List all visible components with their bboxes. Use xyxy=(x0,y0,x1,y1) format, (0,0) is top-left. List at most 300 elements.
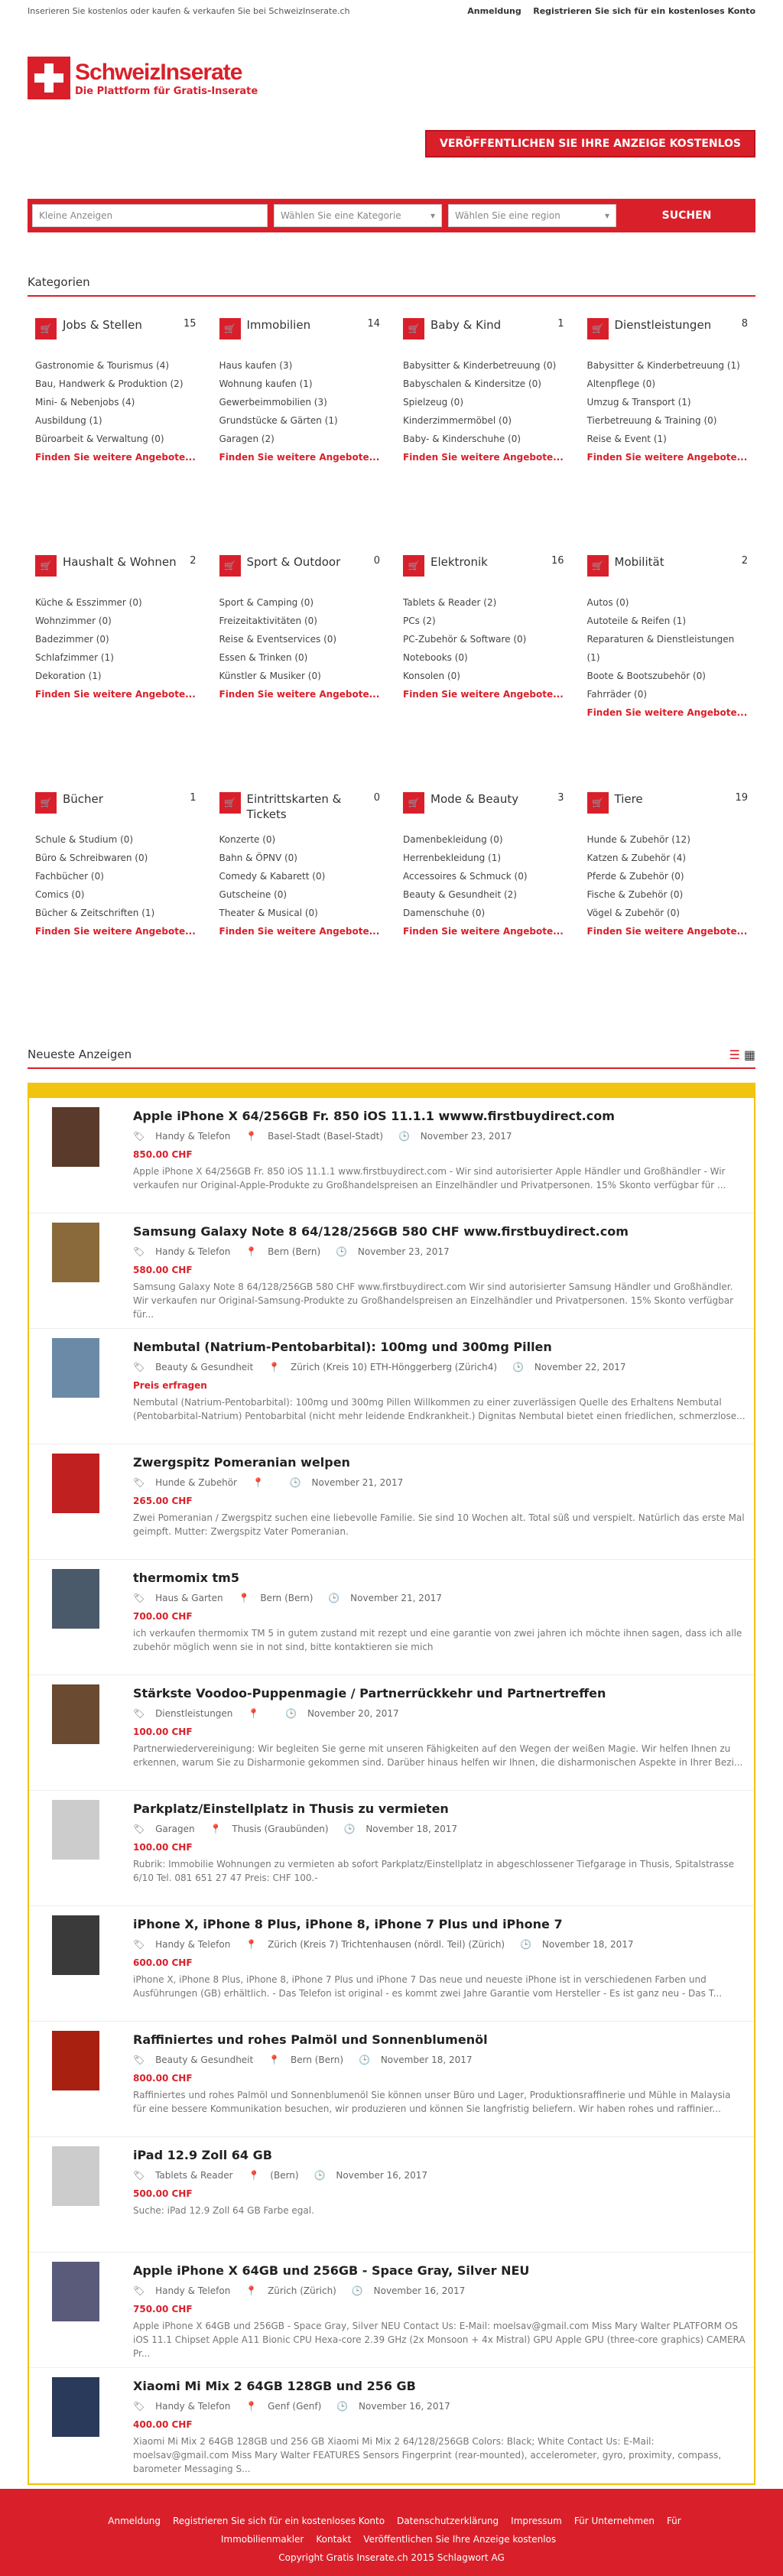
ad-description: Raffiniertes und rohes Palmöl und Sonnenblumenöl Sie können unser Büro und Lager, Produktionsraffinerie und Mühle in Malaysia für eine bessere Kommunikation besuchen, wir produzieren und können Sie langfristig beliefern. Wir haben rohes und raffinier... xyxy=(133,2090,731,2114)
ad-item[interactable] xyxy=(29,2253,754,2368)
subcategory-link[interactable]: Kinderzimmermöbel (0) xyxy=(403,415,512,426)
ad-date xyxy=(359,2055,479,2065)
location-pin-icon: 📍 xyxy=(248,2170,263,2181)
category-header[interactable] xyxy=(587,792,749,830)
ad-description: Partnerwiedervereinigung: Wir begleiten Sie gerne mit unseren Fähigkeiten auf den Wegen der weißen Magie. Wir helfen Ihnen zu erkennen, warum Sie zu Disharmonie gekommen sind. Darüber hinaus helfen wir Ihnen, die disharmonischen Aspekte in Ihrer Bezi... xyxy=(133,1743,743,1768)
ad-list xyxy=(28,1083,755,2485)
ad-title[interactable]: Nembutal (Natrium-Pentobarbital): 100mg und 300mg Pillen xyxy=(133,1340,552,1354)
subcategory-link[interactable]: Spielzeug (0) xyxy=(403,397,464,408)
subcategory-link[interactable]: Reparaturen & Dienstleistungen (1) xyxy=(586,634,735,663)
footer-link[interactable]: Für Unternehmen xyxy=(573,2516,655,2526)
subcategory-link[interactable]: Tablets & Reader (2) xyxy=(403,597,497,608)
subcategory-link[interactable]: Autoteile & Reifen (1) xyxy=(586,616,687,626)
ad-thumbnail[interactable] xyxy=(52,2031,99,2090)
cart-icon: 🛒 xyxy=(219,318,241,339)
ad-price: 850.00 CHF xyxy=(133,1149,193,1160)
ad-price: 600.00 CHF xyxy=(133,1957,193,1968)
category-header[interactable] xyxy=(219,555,381,593)
ad-item[interactable] xyxy=(29,1560,754,1675)
tag-icon: 🏷 xyxy=(133,1477,148,1488)
ad-description: Zwei Pomeranian / Zwergspitz suchen eine liebevolle Familie. Sie sind 10 Wochen alt. Total süß und verspielt. Natürlich das erste Mal geimpft. Mutter: Zwergspitz Vater Pomeranian. xyxy=(133,1512,745,1537)
subcategory-link[interactable]: Gutscheine (0) xyxy=(219,889,288,900)
footer-link[interactable]: Anmeldung xyxy=(108,2516,161,2526)
ad-price: 500.00 CHF xyxy=(133,2188,193,2199)
ad-title[interactable]: Apple iPhone X 64/256GB Fr. 850 iOS 11.1.1 wwww.firstbuydirect.com xyxy=(133,1109,615,1123)
ad-date xyxy=(285,1708,406,1719)
ad-thumbnail[interactable] xyxy=(52,1223,99,1282)
category-card xyxy=(28,792,204,1029)
category-title[interactable]: Mode & Beauty xyxy=(430,792,519,806)
category-title[interactable]: Eintrittskarten & Tickets xyxy=(246,792,342,821)
ad-location xyxy=(252,1477,282,1488)
ad-description: Suche: iPad 12.9 Zoll 64 GB Farbe egal. xyxy=(133,2205,314,2216)
location-pin-icon: 📍 xyxy=(245,2285,261,2296)
subcategory-link[interactable]: Gewerbeimmobilien (3) xyxy=(219,397,327,408)
ad-title[interactable]: iPhone X, iPhone 8 Plus, iPhone 8, iPhone 7 Plus und iPhone 7 xyxy=(133,1917,563,1931)
category-count: 1 xyxy=(557,318,564,330)
ad-date xyxy=(398,1131,519,1142)
ad-item[interactable] xyxy=(29,1444,754,1560)
ad-location xyxy=(248,1708,278,1719)
ad-category-label: Handy & Telefon xyxy=(155,1939,231,1950)
subcategory-link[interactable]: Beauty & Gesundheit (2) xyxy=(403,889,517,900)
header xyxy=(28,21,755,113)
search-bar xyxy=(28,199,755,232)
cart-icon: 🛒 xyxy=(403,555,424,577)
more-offers-link[interactable]: Finden Sie weitere Angebote... xyxy=(403,452,564,463)
category-count: 8 xyxy=(741,318,748,330)
subcategory-link[interactable]: Schule & Studium (0) xyxy=(35,834,134,845)
subcategory-link[interactable]: Boote & Bootszubehör (0) xyxy=(586,671,706,681)
subcategory-link[interactable]: Bücher & Zeitschriften (1) xyxy=(35,908,155,918)
category-title[interactable]: Elektronik xyxy=(430,555,488,569)
ad-location-label: (Bern) xyxy=(270,2170,299,2181)
subcategory-link[interactable]: Bahn & ÖPNV (0) xyxy=(219,853,297,863)
ad-description: Rubrik: Immobilie Wohnungen zu vermieten ab sofort Parkplatz/Einstellplatz in abgeschlossener Tiefgarage in Thusis, Spitalstrasse 6/10 Tel. 081 651 27 47 Preis: CHF 100.- xyxy=(133,1859,734,1883)
ad-date-label: November 21, 2017 xyxy=(311,1477,404,1488)
ad-title[interactable]: Zwergspitz Pomeranian welpen xyxy=(133,1455,350,1470)
footer-link[interactable]: Kontakt xyxy=(316,2534,352,2545)
ad-meta xyxy=(133,1593,746,1603)
subcategory-link[interactable]: Fahrräder (0) xyxy=(586,689,648,700)
subcategory-link[interactable]: Essen & Trinken (0) xyxy=(219,652,308,663)
subcategory-link[interactable]: Babysitter & Kinderbetreuung (0) xyxy=(403,360,557,371)
ad-date-label: November 18, 2017 xyxy=(380,2055,473,2065)
ad-content xyxy=(133,2031,746,2127)
ad-price: 580.00 CHF xyxy=(133,1265,193,1275)
ad-title[interactable]: Apple iPhone X 64GB und 256GB - Space Gray, Silver NEU xyxy=(133,2263,530,2278)
subcategory-link[interactable]: Tierbetreuung & Training (0) xyxy=(586,415,717,426)
ad-location xyxy=(210,1824,336,1834)
ad-title[interactable]: Parkplatz/Einstellplatz in Thusis zu vermieten xyxy=(133,1801,449,1816)
ad-category-label: Beauty & Gesundheit xyxy=(155,1362,254,1372)
subcategory-link[interactable]: Altenpflege (0) xyxy=(586,378,656,389)
ad-title[interactable]: Raffiniertes und rohes Palmöl und Sonnenblumenöl xyxy=(133,2032,488,2047)
ad-category[interactable] xyxy=(133,1939,238,1950)
tag-icon: 🏷 xyxy=(133,1824,148,1834)
subcategory-link[interactable]: Theater & Musical (0) xyxy=(219,908,318,918)
subcategory-link[interactable]: Vögel & Zubehör (0) xyxy=(586,908,680,918)
ad-content xyxy=(133,1338,746,1434)
ad-title[interactable]: Stärkste Voodoo-Puppenmagie / Partnerrückkehr und Partnertreffen xyxy=(133,1686,606,1701)
ad-category[interactable] xyxy=(133,1824,203,1834)
ad-meta xyxy=(133,1477,746,1488)
ad-category-label: Handy & Telefon xyxy=(155,2285,231,2296)
category-card xyxy=(395,792,572,1029)
subcategory-link[interactable]: Babyschalen & Kindersitze (0) xyxy=(403,378,541,389)
subcategory-link[interactable]: Wohnzimmer (0) xyxy=(35,616,112,626)
logo[interactable] xyxy=(28,57,258,99)
ad-category[interactable] xyxy=(133,2170,241,2181)
register-link[interactable]: Registrieren Sie sich für ein kostenloses Konto xyxy=(533,5,755,16)
subcategory-link[interactable]: Schlafzimmer (1) xyxy=(35,652,114,663)
chevron-down-icon: ▾ xyxy=(604,210,609,221)
tagline: Inserieren Sie kostenlos oder kaufen & verkaufen Sie bei SchweizInserate.ch xyxy=(28,5,350,16)
ad-date xyxy=(290,1477,411,1488)
more-offers-link[interactable]: Finden Sie weitere Angebote... xyxy=(219,926,380,937)
category-header[interactable] xyxy=(35,555,197,593)
location-pin-icon: 📍 xyxy=(245,1131,261,1142)
category-title[interactable]: Baby & Kind xyxy=(430,318,502,332)
cart-icon: 🛒 xyxy=(35,318,57,339)
subcategory-link[interactable]: Fische & Zubehör (0) xyxy=(586,889,684,900)
category-card xyxy=(395,555,572,792)
ad-category[interactable] xyxy=(133,1246,238,1257)
subcategory-link[interactable]: Herrenbekleidung (1) xyxy=(403,853,502,863)
ad-description: Nembutal (Natrium-Pentobarbital): 100mg und 300mg Pillen Willkommen zu einer zuverlässigen Quelle des Erhaltens Nembutal (Pentobarbital-Natrium) Pentobarbital (nicht mehr leidende Endkrankheit.) Dignitas Nembutal bietet einen friedlichen, schmerzlose... xyxy=(133,1397,746,1421)
tag-icon: 🏷 xyxy=(133,1362,148,1372)
ad-location-label: Bern (Bern) xyxy=(268,1246,321,1257)
ad-thumbnail[interactable] xyxy=(52,1684,99,1744)
more-offers-link[interactable]: Finden Sie weitere Angebote... xyxy=(403,689,564,700)
ad-item[interactable] xyxy=(29,2137,754,2253)
ad-category-label: Hunde & Zubehör xyxy=(155,1477,237,1488)
ad-meta xyxy=(133,1362,746,1372)
category-header[interactable] xyxy=(403,555,564,593)
more-offers-link[interactable]: Finden Sie weitere Angebote... xyxy=(219,689,380,700)
ad-location-label: Basel-Stadt (Basel-Stadt) xyxy=(268,1131,384,1142)
more-offers-link[interactable]: Finden Sie weitere Angebote... xyxy=(35,452,196,463)
category-header[interactable] xyxy=(35,792,197,830)
ad-date-label: November 18, 2017 xyxy=(366,1824,458,1834)
category-title[interactable]: Tiere xyxy=(614,792,643,806)
ad-category-label: Handy & Telefon xyxy=(155,1246,231,1257)
ad-category[interactable] xyxy=(133,2401,238,2412)
location-pin-icon: 📍 xyxy=(268,2055,283,2065)
location-pin-icon: 📍 xyxy=(245,1246,261,1257)
ad-date xyxy=(520,1939,641,1950)
more-offers-link[interactable]: Finden Sie weitere Angebote... xyxy=(403,926,564,937)
ad-category-label: Beauty & Gesundheit xyxy=(155,2055,254,2065)
region-select[interactable] xyxy=(448,204,616,227)
ad-price: 750.00 CHF xyxy=(133,2304,193,2315)
subcategory-link[interactable]: Notebooks (0) xyxy=(403,652,468,663)
footer-link[interactable]: Für Immobilienmakler xyxy=(220,2516,681,2545)
footer-link[interactable]: Datenschutzerklärung xyxy=(397,2516,499,2526)
grid-view-icon[interactable]: ▦ xyxy=(743,1048,755,1062)
more-offers-link[interactable]: Finden Sie weitere Angebote... xyxy=(219,452,380,463)
subcategory-link[interactable]: Künstler & Musiker (0) xyxy=(219,671,321,681)
ad-thumbnail[interactable] xyxy=(52,1107,99,1167)
ad-location xyxy=(245,1246,328,1257)
ad-category[interactable] xyxy=(133,2285,238,2296)
subcategory-link[interactable]: Baby- & Kinderschuhe (0) xyxy=(403,434,521,444)
clock-icon: 🕒 xyxy=(336,2401,352,2412)
category-count: 3 xyxy=(557,792,564,804)
subcategory-link[interactable]: Grundstücke & Gärten (1) xyxy=(219,415,338,426)
subcategory-link[interactable]: PCs (2) xyxy=(403,616,436,626)
category-title[interactable]: Sport & Outdoor xyxy=(246,555,341,569)
subcategory-link[interactable]: Pferde & Zubehör (0) xyxy=(586,871,684,882)
ad-meta xyxy=(133,1708,746,1719)
category-count: 1 xyxy=(190,792,197,804)
subcategory-link[interactable]: Garagen (2) xyxy=(219,434,275,444)
category-select[interactable] xyxy=(274,204,442,227)
category-title[interactable]: Dienstleistungen xyxy=(614,318,712,332)
category-count: 2 xyxy=(741,555,748,567)
category-card xyxy=(212,318,388,555)
ad-category[interactable] xyxy=(133,1593,231,1603)
top-bar xyxy=(28,0,755,21)
tag-icon: 🏷 xyxy=(133,2285,148,2296)
category-header[interactable] xyxy=(219,318,381,356)
category-header[interactable] xyxy=(35,318,197,356)
subcategory-link[interactable]: Reise & Event (1) xyxy=(586,434,667,444)
subcategory-link[interactable]: Comedy & Kabarett (0) xyxy=(219,871,326,882)
clock-icon: 🕒 xyxy=(289,1477,304,1488)
ad-location xyxy=(249,2170,307,2181)
login-link[interactable]: Anmeldung xyxy=(467,5,521,16)
clock-icon: 🕒 xyxy=(343,1824,359,1834)
subcategory-link[interactable]: Konzerte (0) xyxy=(219,834,276,845)
location-pin-icon: 📍 xyxy=(245,2401,261,2412)
ad-thumbnail[interactable] xyxy=(52,1915,99,1975)
ad-price: 100.00 CHF xyxy=(133,1842,193,1853)
ad-item[interactable] xyxy=(29,1906,754,2022)
subcategory-link[interactable]: Ausbildung (1) xyxy=(35,415,102,426)
category-title[interactable]: Jobs & Stellen xyxy=(63,318,142,332)
more-offers-link[interactable]: Finden Sie weitere Angebote... xyxy=(586,707,748,718)
more-offers-link[interactable]: Finden Sie weitere Angebote... xyxy=(586,926,748,937)
tag-icon: 🏷 xyxy=(133,1708,148,1719)
ad-thumbnail[interactable] xyxy=(52,2377,99,2437)
category-header[interactable] xyxy=(587,555,749,593)
ad-date-label: November 20, 2017 xyxy=(307,1708,399,1719)
ad-description: Apple iPhone X 64/256GB Fr. 850 iOS 11.1.1 www.firstbuydirect.com - Wir sind autorisierter Apple Händler und Großhändler - Wir verkaufen nur Original-Apple-Produkte zu Großhandelspreisen an Einzelhändler und Privatpersonen. 15% Skonto verfügbar für ... xyxy=(133,1166,726,1191)
ad-date xyxy=(352,2285,473,2296)
ad-title[interactable]: Samsung Galaxy Note 8 64/128/256GB 580 CHF www.firstbuydirect.com xyxy=(133,1224,629,1239)
ad-title[interactable]: thermomix tm5 xyxy=(133,1571,239,1585)
ad-thumbnail[interactable] xyxy=(52,1454,99,1513)
ad-item[interactable] xyxy=(29,1675,754,1791)
category-count: 19 xyxy=(735,792,748,804)
subcategory-link[interactable]: Hunde & Zubehör (12) xyxy=(586,834,690,845)
tag-icon: 🏷 xyxy=(133,1131,148,1142)
subcategory-link[interactable]: Bau, Handwerk & Produktion (2) xyxy=(35,378,184,389)
category-title[interactable]: Bücher xyxy=(63,792,103,806)
subcategory-link[interactable]: Gastronomie & Tourismus (4) xyxy=(35,360,170,371)
ad-location xyxy=(239,1593,321,1603)
subcategory-link[interactable]: Dekoration (1) xyxy=(35,671,102,681)
footer-link[interactable]: Impressum xyxy=(511,2516,562,2526)
category-title[interactable]: Immobilien xyxy=(246,318,311,332)
ad-category[interactable] xyxy=(133,2055,261,2065)
ad-date-label: November 16, 2017 xyxy=(359,2401,450,2412)
subcategory-link[interactable]: Badezimmer (0) xyxy=(35,634,109,645)
ad-item[interactable] xyxy=(29,1329,754,1444)
subcategory-link[interactable]: Haus kaufen (3) xyxy=(219,360,293,371)
copyright: Copyright Gratis Inserate.ch 2015 Schlagwort AG xyxy=(278,2552,505,2563)
ad-location-label: Bern (Bern) xyxy=(290,2055,344,2065)
ad-location-label: Zürich (Kreis 7) Trichtenhausen (nördl. Teil) (Zürich) xyxy=(268,1939,505,1950)
ad-date-label: November 16, 2017 xyxy=(373,2285,466,2296)
ad-title[interactable]: Xiaomi Mi Mix 2 64GB 128GB und 256 GB xyxy=(133,2379,416,2393)
ad-item[interactable] xyxy=(29,1791,754,1906)
ad-meta xyxy=(133,1824,746,1834)
subcategory-link[interactable]: Katzen & Zubehör (4) xyxy=(586,853,687,863)
ad-location xyxy=(268,2055,351,2065)
category-count: 16 xyxy=(551,555,564,567)
subcategory-link[interactable]: Accessoires & Schmuck (0) xyxy=(403,871,528,882)
clock-icon: 🕒 xyxy=(520,1939,534,1950)
clock-icon: 🕒 xyxy=(398,1131,413,1142)
ad-location-label: Genf (Genf) xyxy=(268,2401,322,2412)
subcategory-link[interactable]: Reise & Eventservices (0) xyxy=(219,634,337,645)
ad-description: iPhone X, iPhone 8 Plus, iPhone 8, iPhone 7 Plus und iPhone 7 Das neue und neueste iPhone ist in verschiedenen Farben und Ausführungen (GB) erhältlich. - Das Telefon ist original - es kommt zwei Jahre Garantie vom Hersteller - Es ist ganz neu - Das T... xyxy=(133,1974,723,1999)
subcategory-link[interactable]: Büro & Schreibwaren (0) xyxy=(35,853,148,863)
clock-icon: 🕒 xyxy=(351,2285,366,2296)
ad-description: ich verkaufen thermomix TM 5 in gutem zustand mit rezept und eine garantie von zwei jahren ich möchte ihnen sagen, dass ich alle zubehör möglich wenn sie in not sind, bitte kontaktieren sie mich xyxy=(133,1628,742,1652)
subcategory-link[interactable]: Sport & Camping (0) xyxy=(219,597,314,608)
subcategory-link[interactable]: Comics (0) xyxy=(35,889,85,900)
subcategory-link[interactable]: Babysitter & Kinderbetreuung (1) xyxy=(586,360,740,371)
ad-meta xyxy=(133,2170,746,2181)
ad-item[interactable] xyxy=(29,2368,754,2483)
category-title[interactable]: Mobilität xyxy=(614,555,664,569)
subcategory-link[interactable]: Umzug & Transport (1) xyxy=(586,397,691,408)
subcategory-link[interactable]: Konsolen (0) xyxy=(403,671,460,681)
category-card xyxy=(212,792,388,1029)
footer-link[interactable]: Veröffentlichen Sie Ihre Anzeige kostenlos xyxy=(363,2534,557,2545)
ad-category[interactable] xyxy=(133,1708,240,1719)
ad-thumbnail[interactable] xyxy=(52,2146,99,2206)
ad-category[interactable] xyxy=(133,1362,261,1372)
clock-icon: 🕒 xyxy=(328,1593,343,1603)
category-header[interactable] xyxy=(403,792,564,830)
ad-date-label: November 23, 2017 xyxy=(420,1131,512,1142)
search-button[interactable]: SUCHEN xyxy=(661,210,712,222)
ad-thumbnail[interactable] xyxy=(52,1338,99,1398)
subcategory-link[interactable]: Autos (0) xyxy=(586,597,629,608)
location-pin-icon: 📍 xyxy=(245,1939,261,1950)
ad-location xyxy=(245,1939,512,1950)
subcategory-link[interactable]: Damenschuhe (0) xyxy=(403,908,486,918)
ad-item[interactable] xyxy=(29,1213,754,1329)
more-offers-link[interactable]: Finden Sie weitere Angebote... xyxy=(35,926,196,937)
cart-icon: 🛒 xyxy=(587,318,609,339)
category-header[interactable] xyxy=(587,318,749,356)
subcategory-link[interactable]: Küche & Esszimmer (0) xyxy=(35,597,142,608)
subcategory-link[interactable]: Mini- & Nebenjobs (4) xyxy=(35,397,135,408)
ad-category-label: Dienstleistungen xyxy=(155,1708,233,1719)
ad-content xyxy=(133,2146,746,2243)
ad-item[interactable] xyxy=(29,1098,754,1213)
ad-category[interactable] xyxy=(133,1131,238,1142)
category-count: 0 xyxy=(373,555,380,567)
ad-location-label: Zürich (Zürich) xyxy=(268,2285,336,2296)
ad-location-label: Zürich (Kreis 10) ETH-Hönggerberg (Zürich4) xyxy=(290,1362,498,1372)
clock-icon: 🕒 xyxy=(314,2170,329,2181)
category-count: 2 xyxy=(190,555,197,567)
footer-link[interactable]: Registrieren Sie sich für ein kostenloses Konto xyxy=(172,2516,385,2526)
category-count: 14 xyxy=(367,318,380,330)
subcategory-link[interactable]: Freizeitaktivitäten (0) xyxy=(219,616,317,626)
ad-content xyxy=(133,2262,746,2358)
ad-meta xyxy=(133,1939,746,1950)
subcategory-link[interactable]: Damenbekleidung (0) xyxy=(403,834,503,845)
ad-category-label: Tablets & Reader xyxy=(155,2170,233,2181)
ad-content xyxy=(133,1569,746,1665)
ad-date xyxy=(512,1362,633,1372)
ad-content xyxy=(133,1915,746,2012)
subcategory-link[interactable]: Fachbücher (0) xyxy=(35,871,104,882)
category-card xyxy=(580,555,756,792)
ad-meta xyxy=(133,2285,746,2296)
ad-category-label: Handy & Telefon xyxy=(155,2401,231,2412)
chevron-down-icon: ▾ xyxy=(430,210,435,221)
more-offers-link[interactable]: Finden Sie weitere Angebote... xyxy=(586,452,748,463)
clock-icon: 🕒 xyxy=(336,1246,350,1257)
ad-category-label: Haus & Garten xyxy=(155,1593,223,1603)
cart-icon: 🛒 xyxy=(219,555,241,577)
subcategory-link[interactable]: Büroarbeit & Verwaltung (0) xyxy=(35,434,164,444)
ad-title[interactable]: iPad 12.9 Zoll 64 GB xyxy=(133,2148,272,2162)
ad-location xyxy=(245,1131,391,1142)
tag-icon: 🏷 xyxy=(133,1939,148,1950)
category-header[interactable] xyxy=(219,792,381,830)
category-card xyxy=(28,555,204,792)
footer xyxy=(0,2489,783,2576)
region-select-label: Wählen Sie eine region xyxy=(455,210,560,221)
ad-price: Preis erfragen xyxy=(133,1380,207,1391)
list-view-icon[interactable]: ☰ xyxy=(729,1048,740,1062)
ad-price: 100.00 CHF xyxy=(133,1727,193,1737)
post-ad-button[interactable]: VERÖFFENTLICHEN SIE IHRE ANZEIGE KOSTENLOS xyxy=(425,130,755,158)
ad-item[interactable] xyxy=(29,2022,754,2137)
category-select-label: Wählen Sie eine Kategorie xyxy=(281,210,401,221)
subcategory-link[interactable]: Wohnung kaufen (1) xyxy=(219,378,313,389)
ad-thumbnail[interactable] xyxy=(52,2262,99,2321)
more-offers-link[interactable]: Finden Sie weitere Angebote... xyxy=(35,689,196,700)
ad-location xyxy=(245,2285,344,2296)
ad-thumbnail[interactable] xyxy=(52,1569,99,1629)
search-input[interactable]: Kleine Anzeigen xyxy=(32,204,268,227)
ad-content xyxy=(133,2377,746,2474)
category-count: 0 xyxy=(373,792,380,804)
ad-location xyxy=(268,1362,505,1372)
ad-thumbnail[interactable] xyxy=(52,1800,99,1860)
category-header[interactable] xyxy=(403,318,564,356)
ad-content xyxy=(133,1684,746,1781)
ad-date-label: November 16, 2017 xyxy=(336,2170,428,2181)
cart-icon: 🛒 xyxy=(403,318,424,339)
subcategory-link[interactable]: PC-Zubehör & Software (0) xyxy=(403,634,527,645)
category-title[interactable]: Haushalt & Wohnen xyxy=(63,555,177,569)
ad-date xyxy=(328,1593,449,1603)
ad-price: 700.00 CHF xyxy=(133,1611,193,1622)
ad-category[interactable] xyxy=(133,1477,245,1488)
location-pin-icon: 📍 xyxy=(210,1824,225,1834)
